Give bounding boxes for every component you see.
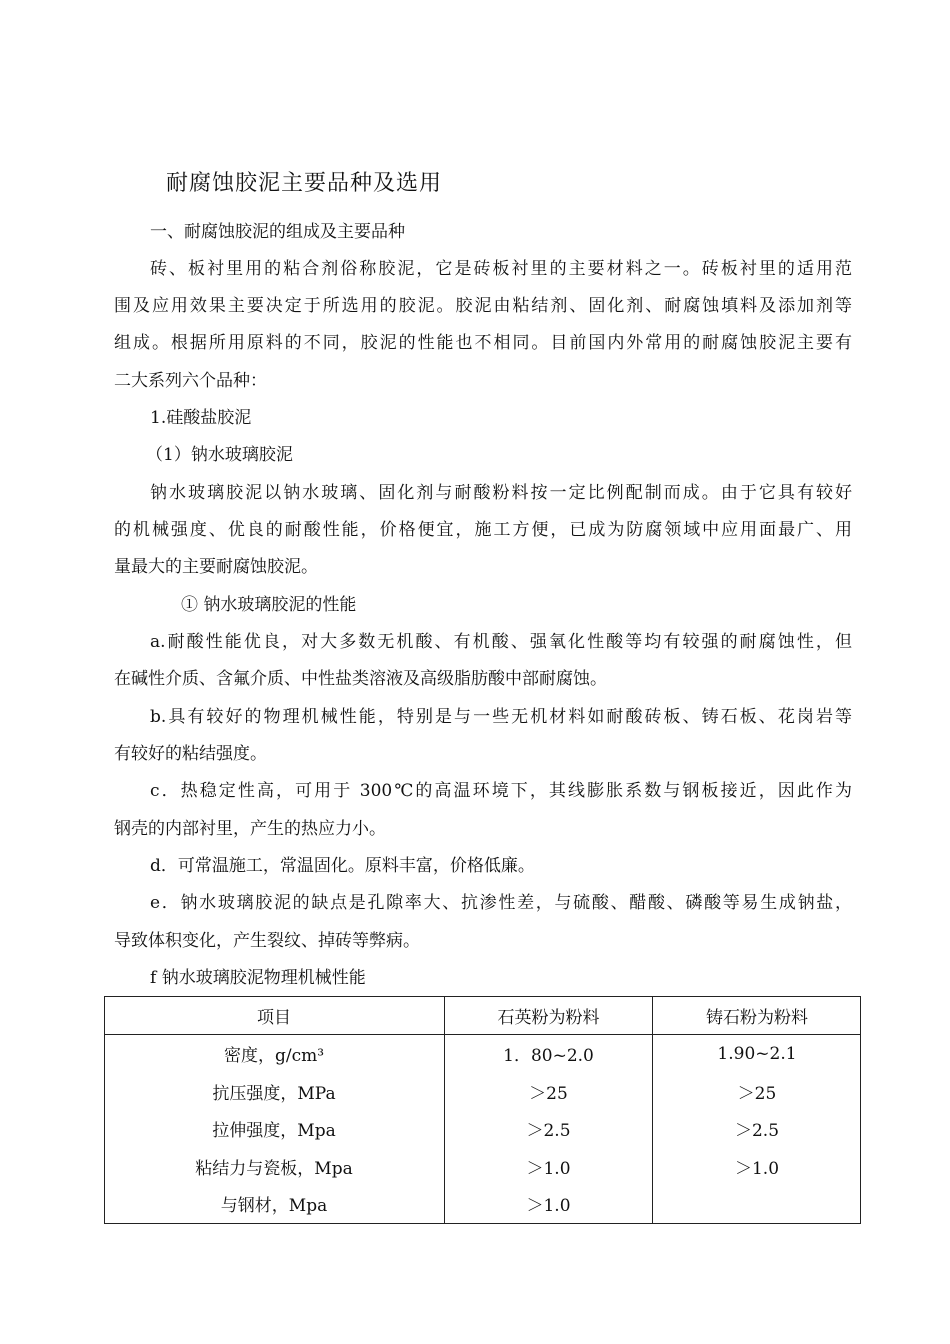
table-cell: ＞1.0 [445,1148,653,1186]
performance-heading: ① 钠水玻璃胶泥的性能 [181,595,357,615]
table-row [104,1073,861,1111]
table-row [104,1185,861,1223]
subsection-heading: 1.硅酸盐胶泥 [150,408,252,428]
header-cell: 铸石粉为粉料 [653,996,862,1035]
paragraph-line: e．钠水玻璃胶泥的缺点是孔隙率大、抗渗性差，与硫酸、醋酸、磷酸等易生成钠盐， [150,893,852,913]
table-cell: ＞25 [445,1073,653,1111]
paragraph-line: b.具有较好的物理机械性能，特别是与一些无机材料如耐酸砖板、铸石板、花岗岩等 [150,707,852,727]
properties-table [104,996,861,1223]
table-cell: 粘结力与瓷板，Mpa [104,1148,445,1186]
paragraph-line: 在碱性介质、含氟介质、中性盐类溶液及高级脂肪酸中部耐腐蚀。 [114,669,607,689]
paragraph-line: a.耐酸性能优良，对大多数无机酸、有机酸、强氧化性酸等均有较强的耐腐蚀性，但 [150,632,852,652]
table-row [104,1110,861,1148]
table-cell: 拉伸强度，Mpa [104,1110,445,1148]
header-cell: 石英粉为粉料 [445,996,653,1035]
paragraph-line: c．热稳定性高，可用于 300℃的高温环境下，其线膨胀系数与钢板接近，因此作为 [150,781,852,801]
table-cell: 与钢材，Mpa [104,1185,445,1223]
table-cell: ＞2.5 [445,1110,653,1148]
paragraph-line: 钠水玻璃胶泥以钠水玻璃、固化剂与耐酸粉料按一定比例配制而成。由于它具有较好 [150,483,852,503]
table-cell: ＞2.5 [734,1121,780,1142]
header-cell: 项目 [104,996,445,1035]
table-row [104,1035,861,1073]
table-cell: ＞1.0 [734,1158,780,1179]
table-cell: 密度，g/cm³ [104,1035,445,1073]
paragraph-line: 的机械强度、优良的耐酸性能，价格便宜，施工方便，已成为防腐领域中应用面最广、用 [114,520,852,540]
paragraph-line: 导致体积变化，产生裂纹、掉砖等弊病。 [114,931,420,951]
paragraph-line: 有较好的粘结强度。 [114,744,267,764]
table-border-right [860,996,861,1224]
table-caption: f 钠水玻璃胶泥物理机械性能 [150,968,366,988]
section-heading: 一、耐腐蚀胶泥的组成及主要品种 [150,222,405,242]
paragraph-line: 钢壳的内部衬里，产生的热应力小。 [114,819,386,839]
table-header-row [104,996,861,1035]
paragraph-line: d．可常温施工，常温固化。原料丰富，价格低廉。 [150,856,535,876]
table-cell: 1．80~2.0 [445,1035,653,1073]
table-cell: ＞1.0 [445,1185,653,1223]
table-cell: 1.90~2.1 [717,1043,797,1064]
paragraph-line: 围及应用效果主要决定于所选用的胶泥。胶泥由粘结剂、固化剂、耐腐蚀填料及添加剂等 [114,296,852,316]
table-row [104,1148,861,1186]
paragraph-line: 组成。根据所用原料的不同，胶泥的性能也不相同。目前国内外常用的耐腐蚀胶泥主要有 [114,333,852,353]
table-cell [653,1185,862,1223]
table-cell: 抗压强度，MPa [104,1073,445,1111]
subsection-heading: （1）钠水玻璃胶泥 [146,445,293,465]
paragraph-line: 量最大的主要耐腐蚀胶泥。 [114,557,318,577]
document-title: 耐腐蚀胶泥主要品种及选用 [166,171,443,196]
paragraph-line: 二大系列六个品种： [114,371,267,391]
paragraph-line: 砖、板衬里用的粘合剂俗称胶泥，它是砖板衬里的主要材料之一。砖板衬里的适用范 [150,259,852,279]
table-cell: ＞25 [737,1083,777,1104]
